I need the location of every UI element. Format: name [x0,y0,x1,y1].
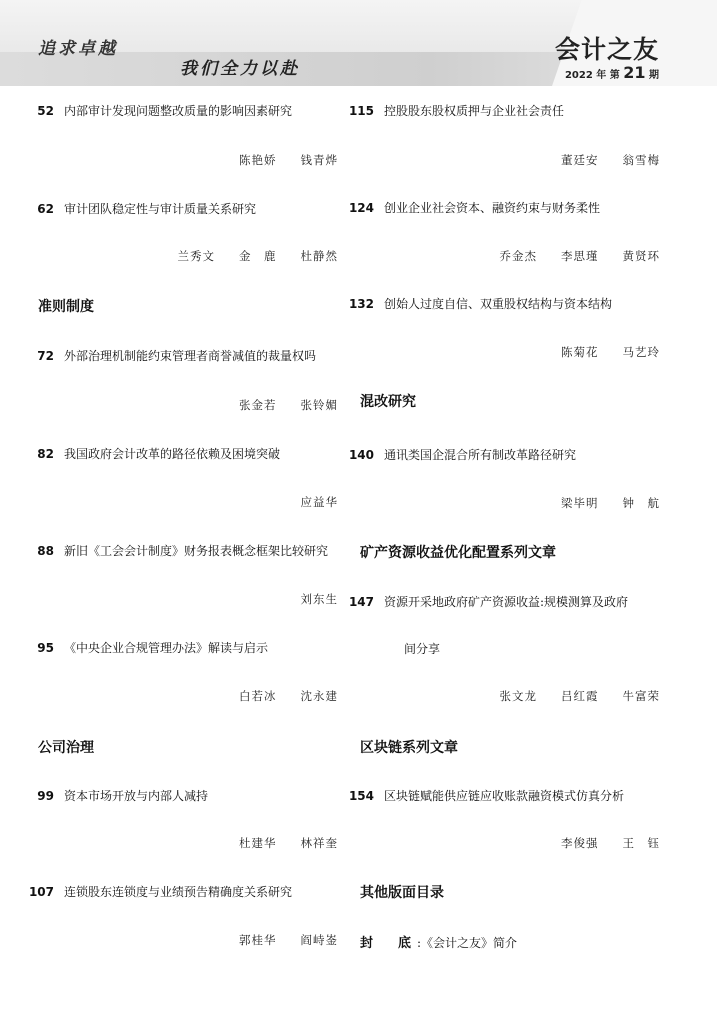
page-number: 88 [37,544,54,558]
toc-entry[interactable] [344,787,624,804]
article-authors: 梁毕明 钟 航 [561,496,660,510]
section-heading: 准则制度 [38,299,94,315]
article-title: 内部审计发现问题整改质量的影响因素研究 [64,104,293,118]
article-authors: 董廷安 翁雪梅 [561,153,660,167]
article-authors: 应益华 [300,495,338,509]
toc-entry[interactable] [24,639,268,656]
toc-entry[interactable] [24,445,280,462]
article-authors: 张金若 张铃媚 [239,398,338,412]
page-number: 140 [348,448,374,462]
toc-entry[interactable] [24,347,316,364]
back-cover-entry[interactable] [360,932,517,951]
article-authors: 张文龙 吕红霞 牛富荣 [499,689,660,703]
article-title: 区块链赋能供应链应收账款融资模式仿真分析 [384,789,625,803]
article-authors: 兰秀文 金 鹿 杜静然 [177,249,338,263]
page-number: 115 [348,104,374,118]
article-authors: 李俊强 王 钰 [561,836,660,850]
toc-entry[interactable] [24,200,256,217]
article-authors: 刘东生 [300,592,338,606]
issue-number: 21 [623,63,646,82]
back-cover-label: 封 底 [360,936,418,951]
article-title: 创始人过度自信、双重股权结构与资本结构 [384,297,613,311]
page-number: 82 [37,447,54,461]
article-title: 《中央企业合规管理办法》解读与启示 [64,641,269,655]
toc-entry[interactable] [344,593,628,610]
article-authors: 陈菊花 马艺玲 [561,345,660,359]
slogan-line-1: 追求卓越 [38,39,118,59]
page-number: 72 [37,349,54,363]
article-title: 资本市场开放与内部人减持 [64,789,209,803]
article-title: 审计团队稳定性与审计质量关系研究 [64,202,257,216]
article-title: 创业企业社会资本、融资约束与财务柔性 [384,201,601,215]
section-heading: 混改研究 [360,394,416,410]
toc-entry[interactable] [24,542,328,559]
issue-year: 2022 年 第 [564,70,620,81]
magazine-title: 会计之友 [554,35,659,64]
page-number: 62 [37,202,54,216]
page-number: 132 [348,297,374,311]
toc-entry[interactable] [344,446,576,463]
page-number: 107 [28,885,54,899]
section-heading: 矿产资源收益优化配置系列文章 [360,545,556,561]
article-authors: 郭桂华 阎峙崟 [239,933,338,947]
page-number: 99 [37,789,54,803]
article-title-continued: 间分享 [404,642,441,656]
toc-entry[interactable] [24,787,208,804]
article-title: 通讯类国企混合所有制改革路径研究 [384,448,577,462]
section-heading: 其他版面目录 [360,885,444,901]
toc-entry[interactable] [24,102,292,119]
article-title: 我国政府会计改革的路径依赖及困境突破 [64,447,281,461]
article-title: 控股股东股权质押与企业社会责任 [384,104,565,118]
article-authors: 陈艳娇 钱青烨 [239,153,338,167]
toc-entry[interactable] [344,199,600,216]
issue-info [565,63,659,82]
slogan-line-2: 我们全力以赴 [180,59,300,79]
toc-entry[interactable] [344,295,612,312]
toc-entry[interactable] [24,883,292,900]
section-heading: 公司治理 [38,740,94,756]
back-cover-text: :《会计之友》简介 [417,936,518,950]
article-authors: 杜建华 林祥奎 [239,836,338,850]
page-number: 124 [348,201,374,215]
article-title: 新旧《工会会计制度》财务报表概念框架比较研究 [64,544,329,558]
page-number: 52 [37,104,54,118]
page-number: 95 [37,641,54,655]
page-number: 154 [348,789,374,803]
page-header [0,0,717,86]
toc-entry[interactable] [344,102,564,119]
article-title: 资源开采地政府矿产资源收益:规模测算及政府 [384,595,629,609]
article-title: 外部治理机制能约束管理者商誉减值的裁量权吗 [64,349,317,363]
issue-suffix: 期 [649,70,659,81]
page-number: 147 [348,595,374,609]
article-authors: 白若冰 沈永建 [239,689,338,703]
article-title: 连锁股东连锁度与业绩预告精确度关系研究 [64,885,293,899]
section-heading: 区块链系列文章 [360,740,458,756]
article-authors: 乔金杰 李思瑾 黄贤环 [499,249,660,263]
